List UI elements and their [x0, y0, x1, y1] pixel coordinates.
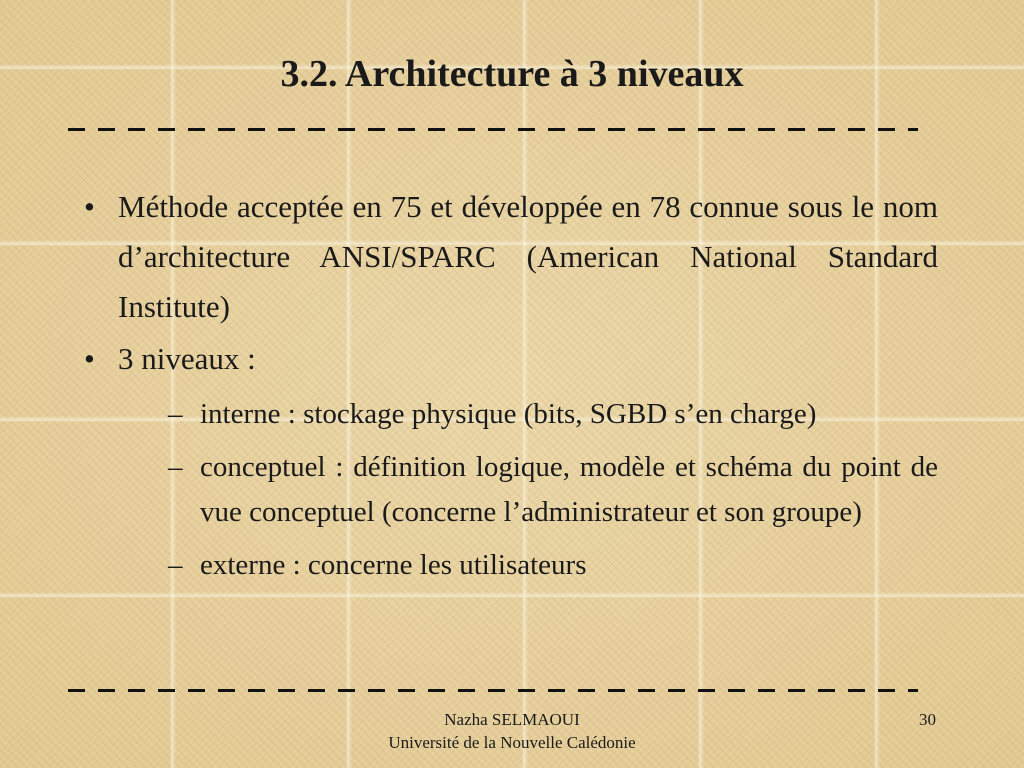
bullet-text: Méthode acceptée en 75 et développée en 78 connue sous le nom d’architecture ANSI/SPARC (American National Standard Institute) — [118, 189, 938, 324]
bullet-text: 3 niveaux : — [118, 341, 256, 376]
footer-credits — [0, 708, 1024, 754]
bullet-item — [80, 334, 938, 588]
footer-author: Nazha SELMAOUI — [444, 710, 580, 729]
bullet-marker: • — [84, 189, 95, 224]
sub-bullet-text: conceptuel : définition logique, modèle et schéma du point de vue conceptuel (concerne l’administrateur et son groupe) — [200, 451, 938, 528]
bullet-item — [80, 182, 938, 332]
sub-bullet-item — [118, 445, 938, 535]
slide-content — [80, 182, 938, 588]
top-dashed-divider — [68, 128, 918, 131]
sub-bullet-item — [118, 543, 938, 588]
sub-bullet-item — [118, 392, 938, 437]
bottom-dashed-divider — [68, 689, 918, 692]
sub-bullet-marker: – — [168, 398, 183, 430]
sub-bullet-marker: – — [168, 549, 183, 581]
bullet-marker: • — [84, 341, 95, 376]
slide-title: 3.2. Architecture à 3 niveaux — [280, 53, 744, 95]
sub-bullet-text: interne : stockage physique (bits, SGBD s’en charge) — [200, 398, 817, 430]
footer-institution: Université de la Nouvelle Calédonie — [388, 733, 636, 752]
sub-bullet-list — [118, 392, 938, 588]
sub-bullet-marker: – — [168, 451, 183, 483]
sub-bullet-text: externe : concerne les utilisateurs — [200, 549, 587, 581]
page-number: 30 — [919, 710, 936, 729]
